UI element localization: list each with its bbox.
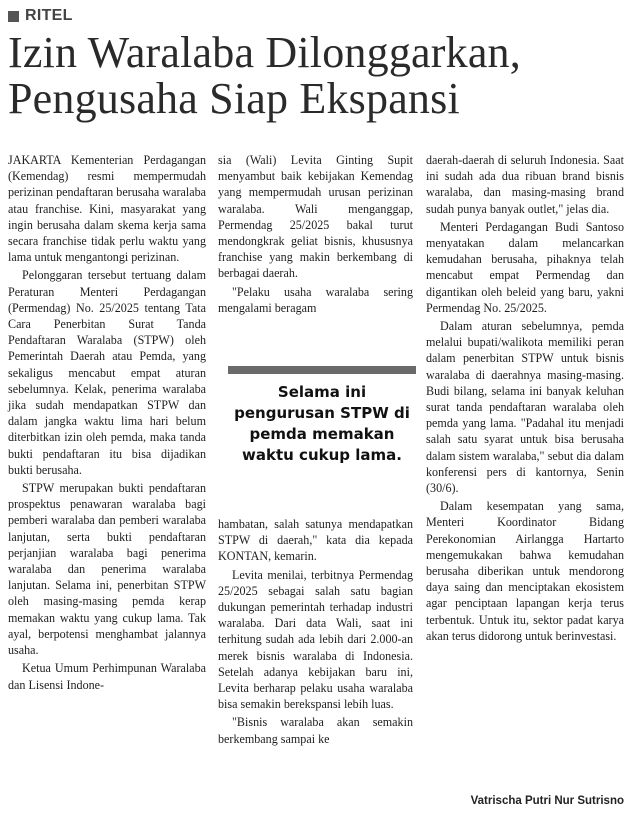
article-column-2-bottom: [218, 516, 413, 749]
article-column-3: [426, 152, 624, 646]
square-bullet-icon: [8, 11, 19, 22]
paragraph: Dalam aturan sebelumnya, pemda melalui bupati/walikota memiliki peran dalam penerbitan STPW untuk bisnis waralaba di daerahnya masing-masing. Budi bilang, selama ini banyak keluhan surat tanda pendaftaran waralaba oleh pemda yang lama. "Padahal itu menjadi salah satu syarat untuk bisa berusaha dalam sistem waralaba," sebut dia dalam konferensi pers di kantornya, Senin (30/6).: [426, 319, 624, 496]
paragraph: Levita menilai, terbitnya Permendag 25/2025 sebagai salah satu bagian dukungan pemerintah terhadap industri waralaba. Dari data Wali, saat ini terhitung sudah ada lebih dari 2.000-an merek bisnis waralaba di Indonesia. Setelah adanya kebijakan baru ini, Levita berharap pelaku usaha waralaba bisa semakin berekspansi lebih luas.: [218, 567, 413, 712]
paragraph: Ketua Umum Perhimpunan Waralaba dan Lisensi Indone-: [8, 661, 206, 692]
paragraph: sia (Wali) Levita Ginting Supit menyambut baik kebijakan Kemendag yang mempermudah urusan perizinan waralaba. Wali menganggap, Permendag 25/2025 bakal turut mendongkrak geliat bisnis, khususnya franchise yang makin berkembang di berbagai daerah.: [218, 153, 413, 281]
headline-line-2: Pengusaha Siap Ekspansi: [8, 74, 460, 123]
section-rubric: [8, 6, 73, 26]
article-column-2-top: [218, 152, 413, 318]
paragraph: JAKARTA Kementerian Perdagangan (Kemendag) resmi mempermudah perizinan pendaftaran berusaha waralaba atau franchise. Kini, masyarakat yang ingin berusaha dalam skema kerja sama secara franchise tidak perlu waktu yang lama untuk mengantongi perizinan.: [8, 153, 206, 265]
paragraph: Dalam kesempatan yang sama, Menteri Koordinator Bidang Perekonomian Airlangga Hartarto mengemukakan bahwa kemudahan berusaha diberikan untuk mendorong daya saing dan menciptakan ekosistem agar penciptaan lapangan kerja terus terbentuk. Untuk itu, sektor padat karya akan terus didorong untuk berinvestasi.: [426, 499, 624, 643]
paragraph: daerah-daerah di seluruh Indonesia. Saat ini sudah ada dua ribuan brand bisnis waralaba, dan masing-masing brand sudah punya banyak outlet," jelas dia.: [426, 153, 624, 216]
author-byline: Vatrischa Putri Nur Sutrisno: [470, 795, 624, 807]
headline-line-1: Izin Waralaba Dilonggarkan,: [8, 28, 521, 77]
headline: [8, 30, 628, 122]
article-column-1: [8, 152, 206, 695]
pull-quote: Selama ini pengurusan STPW di pemda memakan waktu cukup lama.: [228, 366, 416, 466]
paragraph: Menteri Perdagangan Budi Santoso menyatakan dalam melancarkan kemudahan berusaha, pihaknya telah mencabut empat Permendag dan digantikan oleh beleid yang baru, yakni Permendag No. 25/2025.: [426, 219, 624, 315]
paragraph: STPW merupakan bukti pendaftaran prospektus penawaran waralaba bagi pemberi waralaba dan pemberi waralaba lanjutan, serta bukti pendaftaran perjanjian waralaba bagi penerima waralaba dan penerima waralaba lanjutan. Selama ini, penerbitan STPW oleh masing-masing pemda kerap memakan waktu yang cukup lama. Tak ayal, berpotensi menghambat jalannya usaha.: [8, 481, 206, 658]
rubric-label: RITEL: [25, 7, 73, 24]
paragraph: hambatan, salah satunya mendapatkan STPW di daerah," kata dia kepada KONTAN, kemarin.: [218, 517, 413, 564]
paragraph: Pelonggaran tersebut tertuang dalam Peraturan Menteri Perdagangan (Permendag) No. 25/2025 tentang Tata Cara Penerbitan Surat Tanda Pendaftaran Waralaba (STPW) oleh Pemerintah Daerah atau Pemda, yang sekaligus mencabut empat aturan sebelumnya. Kelak, penerima waralaba jika sudah mendapatkan STPW dan dalam jangka waktu lima hari belum diterbitkan izin oleh pemda, maka tanda bukti pendaftaran itu bisa dijadikan bukti berusaha.: [8, 268, 206, 477]
paragraph: "Bisnis waralaba akan semakin berkembang sampai ke: [218, 715, 413, 746]
paragraph: "Pelaku usaha waralaba sering mengalami beragam: [218, 284, 413, 315]
